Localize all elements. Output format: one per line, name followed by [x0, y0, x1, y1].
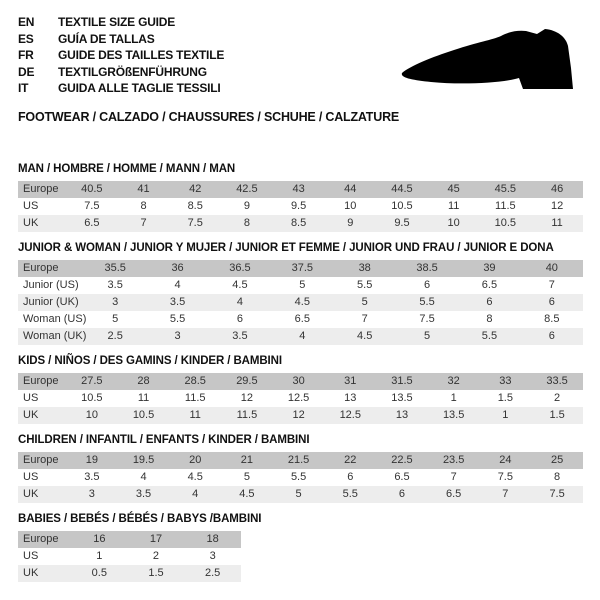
size-cell: 24	[499, 454, 512, 466]
size-cell: 43	[292, 183, 305, 195]
size-cell: 42	[189, 183, 202, 195]
size-cell: 23.5	[442, 454, 465, 466]
size-cell: 39	[483, 262, 496, 274]
size-cell: 3	[88, 488, 95, 500]
size-cell: 10.5	[132, 409, 155, 421]
size-cell: 35.5	[104, 262, 126, 274]
size-section	[18, 433, 582, 503]
table-row	[18, 390, 583, 407]
size-cell: 44	[344, 183, 357, 195]
size-cell: 13	[344, 392, 357, 404]
size-cell: 6	[347, 471, 354, 483]
language-code: FR	[18, 48, 34, 62]
row-label: Woman (US)	[23, 313, 87, 325]
size-cell: 30	[292, 375, 305, 387]
size-cell: 3.5	[135, 488, 152, 500]
size-cell: 3	[174, 330, 181, 342]
size-cell: 5.5	[419, 296, 435, 308]
size-cell: 7	[450, 471, 457, 483]
size-cell: 5.5	[481, 330, 498, 342]
size-cell: 11	[447, 200, 460, 212]
size-cell: 8	[140, 200, 147, 212]
size-cell: 6	[398, 488, 406, 500]
size-cell: 6.5	[84, 217, 100, 229]
size-cell: 38.5	[416, 262, 438, 274]
size-cell: 4.5	[294, 296, 310, 308]
language-label: GUÍA DE TALLAS	[58, 31, 155, 46]
section-title: BABIES / BEBÉS / BÉBÉS / BABYS /BAMBINI	[18, 512, 262, 525]
size-cell: 7	[140, 217, 147, 229]
language-label: GUIDA ALLE TAGLIE TESSILI	[58, 81, 221, 95]
size-cell: 11.5	[184, 392, 206, 404]
table-row	[18, 260, 583, 277]
size-cell: 21.5	[287, 454, 310, 466]
size-cell: 7.5	[187, 217, 203, 229]
size-cell: 19.5	[132, 454, 155, 466]
table-row	[18, 294, 583, 311]
size-cell: 4	[236, 296, 243, 308]
size-table	[18, 260, 583, 345]
table-row	[18, 469, 583, 486]
size-cell: 45	[447, 183, 460, 195]
language-code: DE	[18, 64, 35, 79]
table-row	[18, 373, 583, 390]
size-cell: 7	[548, 279, 555, 291]
size-cell: 5	[243, 471, 250, 483]
row-label: US	[23, 392, 39, 404]
size-cell: 6	[486, 296, 493, 308]
size-cell: 3.5	[107, 279, 123, 291]
size-cell: 22	[344, 454, 357, 466]
size-cell: 11	[137, 392, 150, 404]
section-title: KIDS / NIÑOS / DES GAMINS / KINDER / BAMBINI	[18, 354, 282, 367]
size-tables-container	[18, 162, 582, 582]
size-cell: 6.5	[294, 313, 310, 325]
size-cell: 10.5	[81, 392, 103, 404]
size-cell: 9	[243, 200, 250, 212]
size-cell: 3.5	[169, 296, 186, 308]
size-cell: 17	[149, 533, 163, 545]
size-cell: 8	[486, 313, 493, 325]
table-row	[18, 328, 583, 345]
row-label: UK	[23, 217, 39, 229]
row-label: Europe	[23, 262, 59, 274]
size-cell: 31	[344, 375, 357, 387]
section-title: MAN / HOMBRE / HOMME / MANN / MAN	[18, 162, 236, 175]
size-cell: 9	[347, 217, 354, 229]
size-cell: 27.5	[81, 375, 103, 387]
size-cell: 1.5	[148, 567, 164, 579]
size-cell: 11.5	[236, 409, 258, 421]
size-cell: 8.5	[290, 217, 307, 229]
size-cell: 7.5	[497, 471, 513, 483]
size-cell: 8	[554, 471, 561, 483]
size-cell: 6	[548, 330, 555, 342]
size-cell: 4.5	[357, 330, 373, 342]
size-cell: 3	[209, 550, 216, 562]
size-cell: 7.5	[419, 313, 435, 325]
size-cell: 13.5	[442, 409, 465, 421]
size-cell: 1.5	[549, 409, 565, 421]
table-row	[18, 198, 583, 215]
size-cell: 5.5	[290, 471, 307, 483]
size-cell: 1	[450, 392, 457, 404]
language-label: TEXTILGRÖßENFÜHRUNG	[58, 64, 207, 79]
row-label: Europe	[23, 183, 59, 195]
size-cell: 0.5	[91, 567, 107, 579]
size-cell: 42.5	[236, 183, 258, 195]
size-cell: 40.5	[81, 183, 103, 195]
size-cell: 11	[189, 409, 201, 421]
language-code: ES	[18, 31, 34, 46]
size-cell: 10.5	[391, 200, 413, 212]
size-cell: 12.5	[339, 409, 361, 421]
table-row	[18, 277, 583, 294]
row-label: US	[23, 200, 39, 212]
row-label: UK	[23, 488, 39, 500]
size-cell: 11.5	[495, 200, 516, 212]
size-cell: 6	[236, 313, 243, 325]
size-cell: 4.5	[232, 279, 248, 291]
size-cell: 33.5	[546, 375, 568, 387]
category-line: FOOTWEAR / CALZADO / CHAUSSURES / SCHUHE / CALZATURE	[18, 109, 400, 124]
size-cell: 12.5	[287, 392, 310, 404]
size-cell: 4	[299, 330, 306, 342]
size-cell: 7	[361, 313, 368, 325]
size-cell: 31.5	[391, 375, 413, 387]
language-code: IT	[18, 81, 29, 95]
size-cell: 7.5	[549, 488, 565, 500]
size-table	[18, 452, 583, 503]
size-cell: 18	[206, 533, 219, 545]
size-cell: 2	[152, 550, 160, 562]
size-cell: 6	[424, 279, 431, 291]
size-cell: 40	[545, 262, 558, 274]
size-cell: 9.5	[394, 217, 410, 229]
size-cell: 19	[85, 454, 98, 466]
table-row	[18, 215, 583, 232]
size-cell: 2.5	[107, 330, 123, 342]
size-cell: 28.5	[184, 375, 206, 387]
table-row	[18, 565, 241, 582]
table-row	[18, 531, 241, 548]
row-label: UK	[23, 409, 39, 421]
size-cell: 13	[395, 409, 409, 421]
size-table	[18, 373, 583, 424]
size-table	[18, 531, 241, 582]
row-label: UK	[23, 567, 39, 579]
language-label: GUIDE DES TAILLES TEXTILE	[58, 48, 225, 62]
size-cell: 12	[550, 200, 564, 212]
size-cell: 21	[240, 454, 254, 466]
size-cell: 13.5	[391, 392, 413, 404]
size-cell: 3.5	[84, 471, 100, 483]
size-cell: 38	[358, 262, 371, 274]
size-cell: 5	[299, 279, 306, 291]
size-cell: 5.5	[342, 488, 358, 500]
size-cell: 5	[112, 313, 119, 325]
size-cell: 5	[424, 330, 431, 342]
size-cell: 5.5	[169, 313, 186, 325]
size-cell: 4.5	[187, 471, 203, 483]
table-row	[18, 407, 583, 424]
size-cell: 8.5	[187, 200, 203, 212]
size-cell: 1.5	[497, 392, 513, 404]
size-cell: 45.5	[494, 183, 517, 195]
table-row	[18, 311, 583, 328]
size-section	[18, 162, 582, 232]
size-cell: 8	[243, 217, 250, 229]
size-table	[18, 181, 583, 232]
size-cell: 6.5	[446, 488, 462, 500]
size-cell: 4	[140, 471, 147, 483]
size-section	[18, 512, 582, 582]
size-cell: 7.5	[84, 200, 100, 212]
size-cell: 2.5	[205, 567, 221, 579]
row-label: US	[23, 550, 39, 562]
size-cell: 10	[85, 409, 98, 421]
size-cell: 10.5	[494, 217, 517, 229]
size-cell: 9.5	[290, 200, 307, 212]
size-cell: 7	[502, 488, 509, 500]
row-label: Europe	[23, 454, 59, 466]
shoe-icon	[398, 28, 578, 96]
size-cell: 25	[550, 454, 564, 466]
size-cell: 1	[96, 550, 103, 562]
size-cell: 8.5	[544, 313, 560, 325]
size-cell: 46	[550, 183, 564, 195]
table-row	[18, 548, 241, 565]
size-cell: 3.5	[232, 330, 248, 342]
size-cell: 22.5	[391, 454, 413, 466]
section-title: CHILDREN / INFANTIL / ENFANTS / KINDER / BAMBINI	[18, 433, 310, 446]
size-cell: 5	[361, 296, 368, 308]
section-title: JUNIOR & WOMAN / JUNIOR Y MUJER / JUNIOR ET FEMME / JUNIOR UND FRAU / JUNIOR E DONA	[18, 241, 554, 254]
size-cell: 6.5	[394, 471, 410, 483]
size-cell: 10	[344, 200, 357, 212]
size-cell: 3	[112, 296, 119, 308]
size-cell: 10	[447, 217, 460, 229]
size-cell: 36	[171, 262, 184, 274]
row-label: Woman (UK)	[23, 330, 87, 342]
language-code: EN	[18, 15, 35, 29]
size-cell: 1	[502, 409, 509, 421]
language-label: TEXTILE SIZE GUIDE	[58, 15, 176, 29]
size-section	[18, 241, 582, 345]
size-cell: 4	[174, 279, 181, 291]
size-cell: 28	[137, 375, 150, 387]
row-label: Junior (US)	[23, 279, 79, 291]
size-cell: 12	[240, 392, 254, 404]
size-cell: 2	[554, 392, 561, 404]
size-cell: 11	[551, 217, 563, 229]
size-cell: 12	[292, 409, 305, 421]
size-cell: 16	[93, 533, 106, 545]
table-row	[18, 486, 583, 503]
size-cell: 36.5	[229, 262, 251, 274]
size-cell: 32	[447, 375, 460, 387]
row-label: Europe	[23, 533, 59, 545]
row-label: Junior (UK)	[23, 296, 79, 308]
size-cell: 4.5	[239, 488, 255, 500]
size-cell: 6	[548, 296, 555, 308]
size-section	[18, 354, 582, 424]
size-cell: 37.5	[291, 262, 314, 274]
size-cell: 5.5	[357, 279, 373, 291]
size-cell: 41	[137, 183, 150, 195]
row-label: Europe	[23, 375, 59, 387]
table-row	[18, 181, 583, 198]
size-cell: 4	[192, 488, 199, 500]
table-row	[18, 452, 583, 469]
size-cell: 44.5	[391, 183, 413, 195]
size-cell: 5	[295, 488, 302, 500]
size-cell: 33	[499, 375, 512, 387]
row-label: US	[23, 471, 39, 483]
size-cell: 20	[189, 454, 202, 466]
size-cell: 6.5	[481, 279, 498, 291]
size-cell: 29.5	[236, 375, 258, 387]
